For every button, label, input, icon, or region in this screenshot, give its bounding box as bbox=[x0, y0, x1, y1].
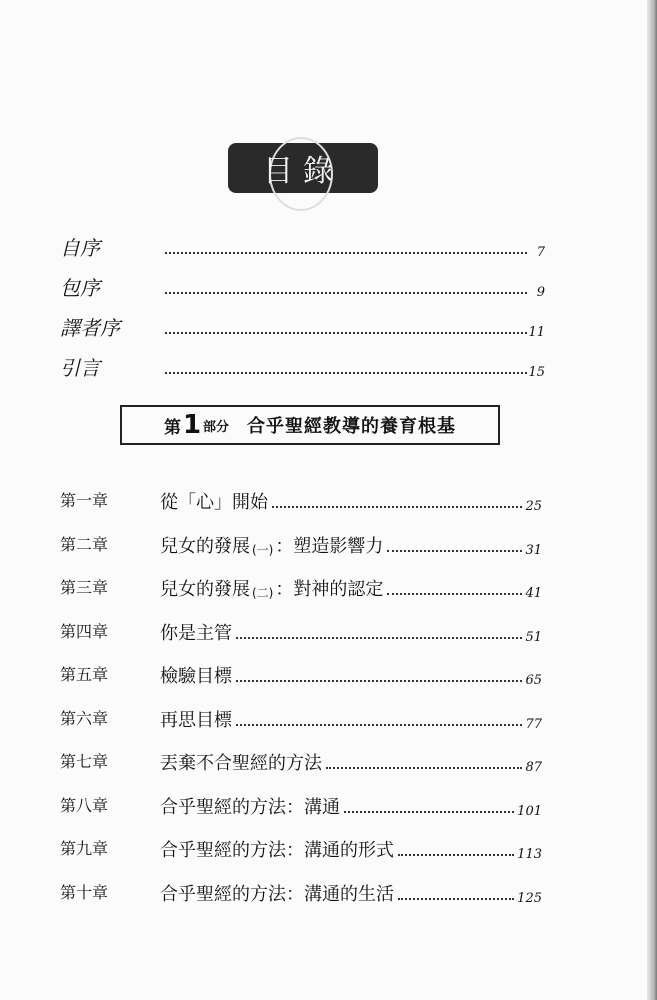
chapter-title: 檢驗目標 bbox=[160, 666, 232, 687]
chapter-row[interactable] bbox=[60, 880, 542, 924]
chapter-number: 第五章 bbox=[60, 665, 109, 684]
page-edge bbox=[647, 0, 657, 1000]
front-item-page: 9 bbox=[536, 285, 545, 300]
chapter-page: 25 bbox=[525, 499, 542, 514]
part-title: 合乎聖經教導的養育根基 bbox=[247, 416, 457, 437]
dot-leader bbox=[387, 593, 522, 595]
front-item-label: 包序 bbox=[60, 276, 100, 300]
front-item-page: 11 bbox=[528, 325, 545, 340]
front-item-page: 15 bbox=[528, 365, 545, 380]
chapter-title: 你是主管 bbox=[160, 622, 232, 644]
dot-leader bbox=[165, 332, 527, 334]
chapter-page: 113 bbox=[517, 847, 542, 862]
part-prefix: 第 bbox=[163, 417, 181, 438]
dot-leader bbox=[236, 724, 522, 726]
chapter-title: 兒女的發展 bbox=[160, 579, 250, 600]
chapter-number: 第一章 bbox=[60, 491, 109, 510]
part-number: 1 bbox=[182, 410, 202, 440]
chapter-number: 第十章 bbox=[60, 882, 109, 902]
front-item[interactable] bbox=[60, 232, 545, 260]
chapter-page: 51 bbox=[525, 629, 542, 645]
chapter-row[interactable] bbox=[60, 749, 542, 793]
front-item[interactable] bbox=[60, 272, 545, 300]
chapter-row[interactable] bbox=[60, 662, 542, 706]
dot-leader bbox=[326, 767, 522, 769]
chapter-title: 丟棄不合聖經的方法 bbox=[160, 753, 322, 774]
dot-leader bbox=[165, 292, 527, 294]
chapter-page: 65 bbox=[525, 673, 542, 688]
chapter-row[interactable] bbox=[60, 706, 542, 750]
chapter-number: 第六章 bbox=[60, 708, 109, 728]
chapter-number: 第八章 bbox=[60, 795, 109, 815]
dot-leader bbox=[387, 550, 522, 552]
chapter-number: 第四章 bbox=[60, 621, 109, 641]
dot-leader bbox=[398, 898, 514, 900]
chapter-title: 再思目標 bbox=[160, 709, 232, 731]
chapter-title-sub: (一) bbox=[252, 542, 274, 557]
chapter-row[interactable] bbox=[60, 836, 542, 880]
front-item-label: 譯者序 bbox=[60, 316, 120, 340]
chapter-title: 兒女的發展 bbox=[160, 535, 250, 557]
chapter-title-rest: ：對神的認定 bbox=[275, 579, 384, 600]
front-item-label: 自序 bbox=[60, 236, 100, 260]
chapter-number: 第九章 bbox=[60, 839, 109, 858]
dot-leader bbox=[165, 372, 527, 374]
dot-leader bbox=[272, 506, 522, 508]
chapter-title-sub: (二) bbox=[252, 586, 274, 600]
dot-leader bbox=[236, 680, 522, 682]
chapter-row[interactable] bbox=[60, 488, 542, 532]
chapter-title: 從「心」開始 bbox=[160, 492, 268, 513]
chapter-row[interactable] bbox=[60, 793, 542, 837]
front-item[interactable] bbox=[60, 312, 545, 340]
chapter-page: 31 bbox=[525, 542, 542, 558]
chapter-page: 101 bbox=[517, 803, 542, 819]
dot-leader bbox=[344, 811, 514, 813]
chapter-number: 第七章 bbox=[60, 752, 109, 771]
dot-leader bbox=[236, 637, 522, 639]
chapter-list bbox=[60, 488, 542, 923]
chapter-row[interactable] bbox=[60, 575, 542, 619]
dot-leader bbox=[398, 854, 514, 856]
part-suffix: 部分 bbox=[203, 419, 230, 435]
chapter-title: 合乎聖經的方法：溝通 bbox=[160, 796, 340, 818]
chapter-title: 合乎聖經的方法：溝通的形式 bbox=[160, 840, 394, 861]
front-item-label: 引言 bbox=[60, 356, 100, 380]
chapter-page: 41 bbox=[525, 586, 542, 601]
part-banner bbox=[120, 405, 500, 445]
front-item[interactable] bbox=[60, 352, 545, 380]
chapter-number: 第二章 bbox=[60, 534, 109, 554]
page-title: 目錄 bbox=[263, 154, 343, 189]
chapter-title: 合乎聖經的方法：溝通的生活 bbox=[160, 883, 394, 905]
chapter-number: 第三章 bbox=[60, 578, 109, 597]
front-item-page: 7 bbox=[536, 245, 545, 260]
chapter-title-rest: ：塑造影響力 bbox=[275, 535, 384, 557]
chapter-page: 77 bbox=[525, 716, 542, 732]
front-matter-list bbox=[60, 232, 545, 380]
dot-leader bbox=[165, 252, 527, 254]
chapter-page: 87 bbox=[525, 760, 542, 775]
chapter-row[interactable] bbox=[60, 532, 542, 576]
chapter-page: 125 bbox=[517, 890, 542, 906]
chapter-row[interactable] bbox=[60, 619, 542, 663]
